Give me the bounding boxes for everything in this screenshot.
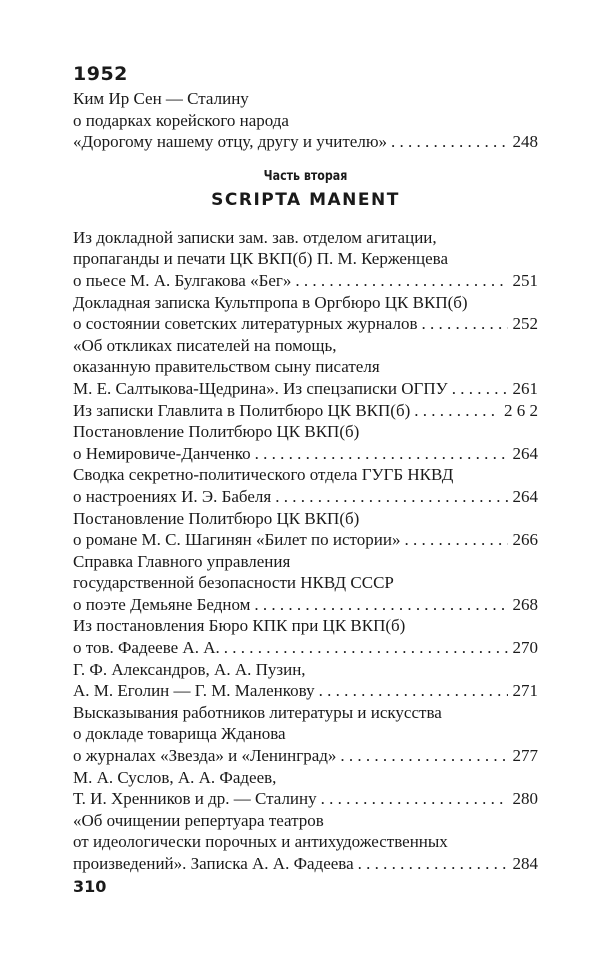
page-ref: 270: [512, 638, 538, 658]
entry-text: Из записки Главлита в Политбюро ЦК ВКП(б): [73, 400, 411, 420]
entry-line: государственной безопасности НКВД СССР: [73, 573, 394, 593]
toc-entry: [73, 421, 538, 464]
entry-last-line: [73, 378, 538, 400]
entry-text: о журналах «Звезда» и «Ленинград»: [73, 746, 337, 766]
dot-leader: [321, 788, 508, 810]
entry-line: Высказывания работников литературы и искусства: [73, 702, 442, 722]
entry-text: о романе М. С. Шагинян «Билет по истории»: [73, 530, 401, 550]
toc-entry: [73, 292, 538, 335]
entry-line: Постановление Политбюро ЦК ВКП(б): [73, 508, 360, 528]
entry-last-line: [73, 313, 538, 335]
entry-text: о тов. Фадееве А. А.: [73, 638, 220, 658]
toc-entry: [73, 615, 538, 658]
entry-text: о пьесе М. А. Булгакова «Бег»: [73, 270, 292, 290]
entry-last-line: [73, 788, 538, 810]
entry-line: Из докладной записки зам. зав. отделом агитации,: [73, 227, 437, 247]
dot-leader: [404, 529, 508, 551]
entry-line: о докладе товарища Жданова: [73, 724, 286, 744]
page-ref: 2 6 2: [504, 400, 538, 420]
entry-line: о подарках корейского народа: [73, 110, 289, 130]
entry-text: о настроениях И. Э. Бабеля: [73, 486, 272, 506]
toc-entry: [73, 702, 538, 767]
page-ref: 277: [512, 746, 538, 766]
toc-entry: [73, 659, 538, 702]
entry-text: М. Е. Салтыкова-Щедрина». Из спецзаписки ОГПУ: [73, 378, 448, 398]
toc-entry: [73, 88, 538, 153]
entry-line: Справка Главного управления: [73, 551, 291, 571]
entry-line: Г. Ф. Александров, А. А. Пузин,: [73, 659, 306, 679]
entry-last-line: [73, 594, 538, 616]
entry-text: о Немировиче-Данченко: [73, 443, 251, 463]
dot-leader: [254, 594, 508, 616]
page-ref: 264: [512, 486, 538, 506]
toc-entry: [73, 464, 538, 507]
entry-last-line: [73, 443, 538, 465]
entry-line: Сводка секретно-политического отдела ГУГБ НКВД: [73, 465, 454, 485]
dot-leader: [358, 853, 508, 875]
entry-line: Из постановления Бюро КПК при ЦК ВКП(б): [73, 616, 406, 636]
toc-entry: [73, 810, 538, 875]
entry-last-line: [73, 637, 538, 659]
toc-entry: [73, 767, 538, 810]
entry-line: пропаганды и печати ЦК ВКП(б) П. М. Керженцева: [73, 249, 449, 269]
entry-text: произведений». Записка А. А. Фадеева: [73, 854, 354, 873]
page-ref: 252: [512, 314, 538, 334]
entry-text: А. М. Еголин — Г. М. Маленкову: [73, 681, 315, 701]
entry-line: «Об откликах писателей на помощь,: [73, 335, 337, 355]
entry-last-line: [73, 745, 538, 767]
entry-last-line: [73, 680, 538, 702]
entry-last-line: [73, 529, 538, 551]
part-title: SCRIPTA MANENT: [211, 189, 400, 210]
toc-entry: [73, 227, 538, 292]
page-ref: 268: [512, 594, 538, 614]
entry-line: оказанную правительством сыну писателя: [73, 357, 380, 377]
dot-leader: [255, 443, 508, 465]
toc-entry: [73, 508, 538, 551]
page-ref: 284: [512, 854, 538, 873]
page-ref: 261: [512, 378, 538, 398]
year-heading: 1952: [73, 63, 128, 85]
entry-line: «Об очищении репертуара театров: [73, 810, 324, 830]
dot-leader: [319, 680, 508, 702]
toc-entry: [73, 551, 538, 616]
dot-leader: [414, 400, 500, 422]
entry-text: о состоянии советских литературных журналов: [73, 314, 418, 334]
table-of-contents: [73, 56, 538, 875]
entry-line: Докладная записка Культпропа в Оргбюро ЦК ВКП(б): [73, 292, 468, 312]
page-ref: 264: [512, 443, 538, 463]
entry-last-line: [73, 270, 538, 292]
dot-leader: [391, 131, 508, 153]
dot-leader: [224, 637, 508, 659]
entry-text: Т. И. Хренников и др. — Сталину: [73, 789, 317, 809]
toc-entry: [73, 400, 538, 422]
part-label: Часть вторая: [263, 168, 348, 184]
entry-last-line: [73, 486, 538, 508]
entry-line: от идеологически порочных и антихудожественных: [73, 832, 448, 852]
toc-entries: [73, 227, 538, 875]
entry-text: о поэте Демьяне Бедном: [73, 594, 251, 614]
page-ref: 266: [512, 530, 538, 550]
entry-line: М. А. Суслов, А. А. Фадеев,: [73, 767, 277, 787]
entry-line: Постановление Политбюро ЦК ВКП(б): [73, 422, 360, 442]
entry-last-line: [73, 853, 538, 875]
page-ref: 271: [512, 681, 538, 701]
page-number: 310: [73, 877, 107, 896]
toc-entry: [73, 335, 538, 400]
page-ref: 251: [512, 270, 538, 290]
entry-text: «Дорогому нашему отцу, другу и учителю»: [73, 132, 388, 152]
entry-line: Ким Ир Сен — Сталину: [73, 89, 249, 108]
page-ref: 280: [512, 789, 538, 809]
entry-last-line: [73, 400, 538, 422]
dot-leader: [422, 313, 509, 335]
dot-leader: [275, 486, 508, 508]
page-ref: 248: [512, 132, 538, 152]
dot-leader: [340, 745, 508, 767]
dot-leader: [295, 270, 508, 292]
dot-leader: [452, 378, 508, 400]
entry-last-line: [73, 131, 538, 153]
